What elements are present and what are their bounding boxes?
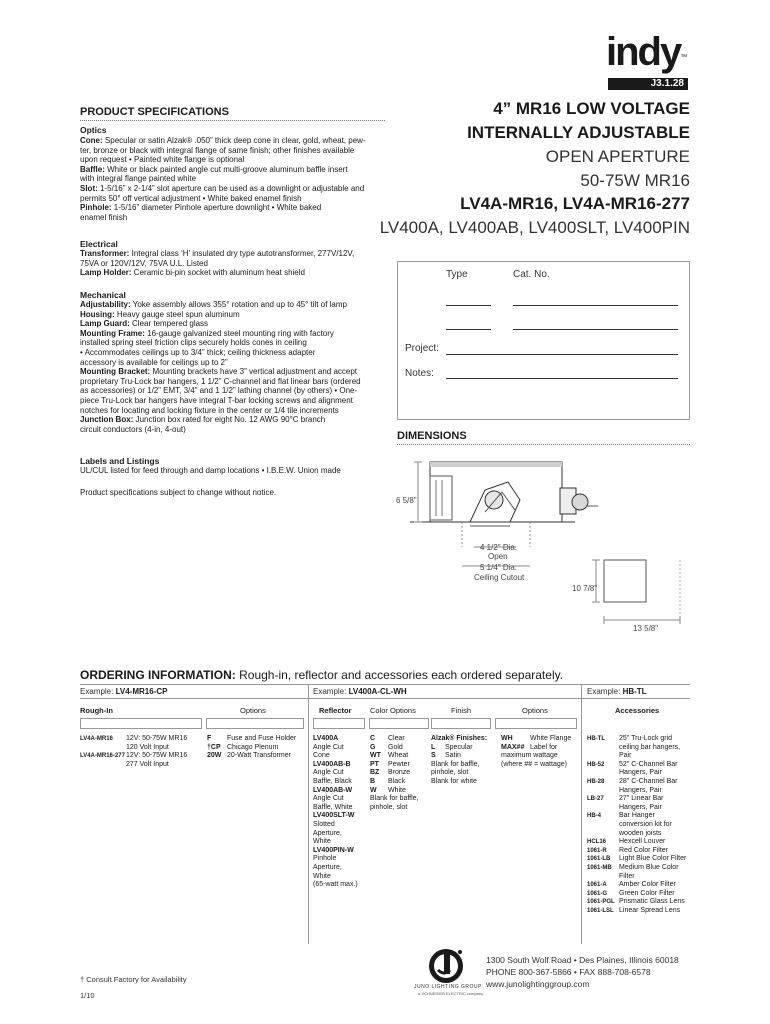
finish-options: Alzak® Finishes: L Specular S Satin Blank for baffle, pinhole, slot Blank for white (431, 735, 499, 787)
accessory-desc: Hangers, Pair (619, 786, 662, 794)
plan-view-box (604, 560, 646, 602)
labels-heading: Labels and Listings (80, 456, 160, 466)
dimension-drawing (390, 452, 690, 637)
accessory-row (587, 847, 690, 856)
address-line1: 1300 South Wolf Road • Des Plaines, Illinois 60018 (486, 955, 679, 965)
option2-desc: White Flange (530, 735, 572, 742)
mechanical-heading: Mechanical (80, 290, 126, 300)
dim-width-label: 10 7/8" (572, 584, 598, 593)
color-code: C (370, 735, 376, 742)
accessory-desc: Green Color Filter (619, 889, 675, 897)
col-divider-2 (581, 684, 582, 944)
finish-row (431, 744, 499, 753)
reflector-code: LV400A (313, 735, 339, 742)
electrical-heading: Electrical (80, 239, 118, 249)
color-desc: Gold (388, 743, 403, 751)
color-row (370, 778, 430, 787)
title-line6: LV400A, LV400AB, LV400SLT, LV400PIN (379, 218, 690, 237)
roughin-option-row (207, 735, 307, 744)
dim-open-label-1: 4 1/2" Dia. (480, 543, 518, 552)
roughin-row (80, 735, 205, 752)
color-code: PT (370, 760, 379, 768)
color-desc: Pewter (388, 760, 410, 768)
accessory-code: 1061-R (587, 847, 607, 854)
form-project-field[interactable] (446, 354, 678, 355)
form-notes-label: Notes: (405, 368, 434, 379)
transformer-cap (572, 494, 588, 510)
color-code: B (370, 777, 376, 785)
roughin-option-code: †CP (207, 743, 221, 751)
roughin-option-code: 20W (207, 752, 222, 760)
consult-note: † Consult Factory for Availability (80, 975, 187, 984)
spec-form (397, 261, 690, 420)
accessory-row (587, 898, 690, 907)
accessory-desc: conversion kit for (619, 820, 672, 828)
code-box-options (206, 718, 304, 729)
accessory-row (587, 735, 690, 761)
reflector-desc: Angle Cut (313, 743, 344, 751)
color-code: G (370, 743, 376, 751)
form-project-label: Project: (405, 343, 439, 354)
roughin-option-desc: Chicago Plenum (227, 743, 279, 751)
accessory-desc: Light Blue Color Filter (619, 855, 687, 863)
housing-top (430, 462, 562, 467)
accessory-row (587, 864, 690, 881)
reflector-list (313, 735, 369, 890)
accessory-row (587, 812, 690, 838)
accessory-desc: 52" C-Channel Bar (619, 760, 678, 768)
col-options-2: Options (522, 706, 548, 715)
website-link[interactable]: www.junolightinggroup.com (486, 979, 590, 989)
accessory-row (587, 855, 690, 864)
code-box-roughin (80, 718, 202, 729)
finish-desc: Satin (445, 752, 461, 760)
accessory-code: HB-28 (587, 778, 605, 785)
roughin-row (80, 752, 205, 769)
example-reflector: Example: LV400A-CL-WH (313, 687, 407, 696)
reflector-desc: Angle Cut (313, 795, 344, 803)
form-catno-field-1[interactable] (513, 305, 678, 306)
form-type-field-2[interactable] (446, 329, 491, 330)
specs-change-note: Product specifications subject to change without notice. (80, 488, 277, 497)
color-code: W (370, 786, 377, 794)
reflector-desc: Pinhole (313, 855, 337, 863)
ordering-top-rule (80, 684, 690, 685)
finish-row (431, 752, 499, 761)
reflector-desc: Angle Cut (313, 769, 344, 777)
color-desc: Clear (388, 735, 405, 742)
options2-list: WH White Flange MAX## Label for maximum wattage (where ## = wattage) (501, 735, 579, 769)
col-reflector: Reflector (319, 706, 352, 715)
dim-height-label: 6 5/8" (396, 496, 417, 505)
dim-cutout-label-1: 5 1/4" Dia. (480, 563, 518, 572)
option2-code: WH (501, 735, 513, 742)
title-line3: OPEN APERTURE (545, 147, 690, 166)
accessory-row (587, 907, 690, 916)
title-line2: INTERNALLY ADJUSTABLE (467, 123, 690, 142)
color-code: WT (370, 752, 381, 760)
roughin-desc: 12V: 50-75W MR16 (126, 735, 188, 742)
reflector-desc: Aperture, (313, 829, 342, 837)
accessory-desc: Hangers, Pair (619, 803, 662, 811)
reflector-code: LV400SLT-W (313, 812, 355, 820)
finish-code: S (431, 752, 436, 760)
reflector-desc: White (313, 838, 331, 846)
accessory-desc: 27" Linear Bar (619, 795, 664, 803)
accessory-desc: Prismatic Glass Lens (619, 898, 685, 906)
color-desc: White (388, 786, 406, 794)
dim-cutout-label-2: Ceiling Cutout (474, 573, 525, 582)
code-box-options2 (495, 718, 577, 729)
reflector-desc: Cone (313, 752, 330, 760)
roughin-options-list (207, 735, 307, 761)
reflector-code: LV400AB-W (313, 786, 353, 794)
color-row (370, 752, 430, 761)
page-number: 1/10 (80, 991, 95, 1000)
color-code: BZ (370, 769, 380, 777)
accessory-row (587, 881, 690, 890)
accessory-desc: wooden joists (619, 829, 662, 837)
color-row (370, 735, 430, 744)
option2-row (501, 744, 579, 753)
accessory-desc: Red Color Filter (619, 846, 669, 854)
code-box-finish (431, 718, 491, 729)
roughin-option-code: F (207, 735, 212, 742)
accessory-desc: Hexcell Louver (619, 838, 666, 846)
option2-code: MAX## (501, 743, 525, 751)
accessory-desc: Filter (619, 872, 635, 880)
col-finish: Finish (451, 706, 472, 715)
labels-text: UL/CUL listed for feed through and damp locations • I.B.E.W. Union made (80, 466, 341, 475)
color-desc: Bronze (388, 769, 411, 777)
roughin-option-desc: 20-Watt Transformer (227, 752, 291, 760)
reflector-desc: Baffle, White (313, 803, 353, 811)
accessory-code: HCL16 (587, 839, 607, 846)
roughin-code: LV4A-MR16-277 (80, 753, 125, 760)
finish-desc: Specular (445, 743, 473, 751)
electrical-text: Transformer: Integral class ‘H’ insulated dry type autotransformer, 277V/12V, 75VA or 120V/12V, 75VA U.L. Listed Lamp Holder: Ceramic bi-pin socket with aluminum heat shield (80, 249, 355, 278)
reflector-code: LV400AB-B (313, 760, 351, 768)
accessory-code: 1061-LSL (587, 907, 614, 914)
example-roughin: Example: LV4-MR16-CP (80, 687, 168, 696)
juno-sub: a SCHNEIDER ELECTRIC company (418, 991, 484, 996)
accessory-code: HB-4 (587, 813, 602, 820)
accessory-desc: Medium Blue Color (619, 863, 679, 871)
form-type-label: Type (446, 269, 468, 280)
title-line1: 4” MR16 LOW VOLTAGE (493, 99, 690, 118)
juno-logo-icon (424, 944, 468, 984)
accessory-desc: 25" Tru-Lock grid (619, 735, 673, 742)
finish-code: L (431, 743, 436, 751)
form-catno-field-2[interactable] (513, 329, 678, 330)
reflector-desc: White (313, 872, 331, 880)
color-row (370, 761, 430, 770)
roughin-option-row (207, 752, 307, 761)
accessory-code: LB-27 (587, 796, 604, 803)
accessory-row (587, 838, 690, 847)
accessory-desc: 28" C-Channel Bar (619, 777, 678, 785)
color-row (370, 744, 430, 753)
accessory-code: HB-TL (587, 736, 605, 742)
accessory-code: HB-52 (587, 761, 605, 768)
form-notes-field[interactable] (446, 378, 678, 379)
accessory-code: 1061-G (587, 890, 608, 897)
roughin-option-row (207, 744, 307, 753)
roughin-desc: 12V: 50-75W MR16 (126, 752, 188, 760)
roughin-option-desc: Fuse and Fuse Holder (227, 735, 297, 742)
color-row (370, 769, 430, 778)
accessory-row (587, 890, 690, 899)
specs-heading: PRODUCT SPECIFICATIONS (80, 106, 229, 118)
junction-box (430, 476, 452, 520)
document-code: J3.1.28 (608, 78, 688, 90)
dim-open-label-2: Open (488, 552, 508, 561)
roughin-desc: 277 Volt Input (126, 760, 169, 768)
accessory-desc: Hangers, Pair (619, 769, 662, 777)
code-box-color (369, 718, 429, 729)
col-accessories: Accessories (615, 706, 660, 715)
dimensions-divider (397, 444, 690, 445)
reflector-desc: Slotted (313, 820, 335, 828)
form-type-field-1[interactable] (446, 305, 491, 306)
example-accessories: Example: HB-TL (587, 687, 647, 696)
roughin-code: LV4A-MR16 (80, 736, 113, 742)
color-options: C Clear G Gold WT Wheat PT Pewter BZ Bronze B Black W White Blank for baffle, pinhole, slot (370, 735, 430, 812)
reflector-code: LV400PIN-W (313, 846, 354, 854)
accessories-list (587, 735, 690, 915)
code-box-reflector (313, 718, 365, 729)
reflector-desc: (65-watt max.) (313, 881, 358, 889)
title-line4: 50-75W MR16 (580, 171, 690, 190)
col-options: Options (240, 706, 266, 715)
optics-heading: Optics (80, 125, 107, 135)
color-desc: Wheat (388, 752, 409, 760)
col-roughin: Rough-In (80, 706, 113, 715)
accessory-row (587, 795, 690, 812)
option2-row (501, 735, 579, 744)
accessory-code: 1061-MB (587, 864, 612, 871)
dim-length-label: 13 5/8" (633, 624, 659, 633)
form-catno-label: Cat. No. (513, 269, 550, 280)
accessory-code: 1061-PGL (587, 899, 615, 906)
accessory-desc: Bar Hanger (619, 812, 655, 820)
ordering-heading: ORDERING INFORMATION: Rough-in, reflector and accessories each ordered separately. (80, 668, 564, 682)
optics-text: Cone: Specular or satin Alzak® .050” thick deep cone in clear, gold, wheat, pew- ter, bronze or black with integral flange of same finish; other finishes available upon request • Painted white flange is optional Baffle: White or black painted angle cut multi-groove aluminum baffle insert with integral flange painted white Slot: 1-5/16” x 2-1/4” slot aperture can be used as a downlight or adjustable and permits 50° off vertical adjustment • White baked enamel finish Pinhole: 1-5/16” diameter Pinhole aperture downlight • White baked enamel finish (80, 136, 366, 222)
roughin-list (80, 735, 205, 769)
accessory-desc: Pair (619, 752, 632, 760)
accessory-code: 1061-A (587, 882, 607, 889)
ordering-example-rule (80, 698, 690, 699)
accessory-desc: Linear Spread Lens (619, 906, 681, 914)
accessory-desc: Amber Color Filter (619, 881, 676, 889)
address-line2: PHONE 800-367-5866 • FAX 888-708-6578 (486, 967, 651, 977)
title-line5: LV4A-MR16, LV4A-MR16-277 (460, 194, 690, 213)
col-divider-1 (308, 684, 309, 944)
dimensions-heading: DIMENSIONS (397, 430, 467, 442)
brand-logo: indy™ (606, 30, 688, 74)
roughin-desc: 120 Volt Input (126, 743, 169, 751)
accessory-desc: ceiling bar hangers, (619, 743, 681, 751)
juno-wordmark: JUNO LIGHTING GROUP (414, 984, 482, 990)
reflector-desc: Aperture, (313, 863, 342, 871)
accessory-row (587, 778, 690, 795)
reflector-desc: Baffle, Black (313, 777, 352, 785)
accessory-code: 1061-LB (587, 856, 611, 863)
mechanical-text: Adjustability: Yoke assembly allows 355° rotation and up to 45° tilt of lamp Housing: Heavy gauge steel spun aluminum Lamp Guard: Clear tempered glass Mounting Frame: 16-gauge galvanized steel mounting ring with factory installed spring steel friction clips securely holds cones in ceiling • Accommodates ceilings up to 3/4” thick; ceiling thickness adapter accessory is available for ceilings up to 2” Mounting Bracket: Mounting brackets have 3” vertical adjustment and accept proprietary Tru-Lock bar hangers, 1 1/2” C-channel and flat linear bars (ordered as accessories) or 1/2” EMT, 3/4” and 1 1/2” lathing channel (by others) • One- piece Tru-Lock bar hangers have integral T-bar locking screws and alignment notches for locating and locking fixture in the center or 1/4 tile increments Junction Box: Junction box rated for eight No. 12 AWG 90°C branch circuit conductors (4-in, 4-out) (80, 300, 361, 434)
option2-desc: Label for (530, 743, 558, 751)
accessory-row (587, 761, 690, 778)
col-color-options: Color Options (370, 706, 416, 715)
color-row (370, 787, 430, 796)
specs-divider (80, 120, 385, 121)
color-desc: Black (388, 777, 406, 785)
